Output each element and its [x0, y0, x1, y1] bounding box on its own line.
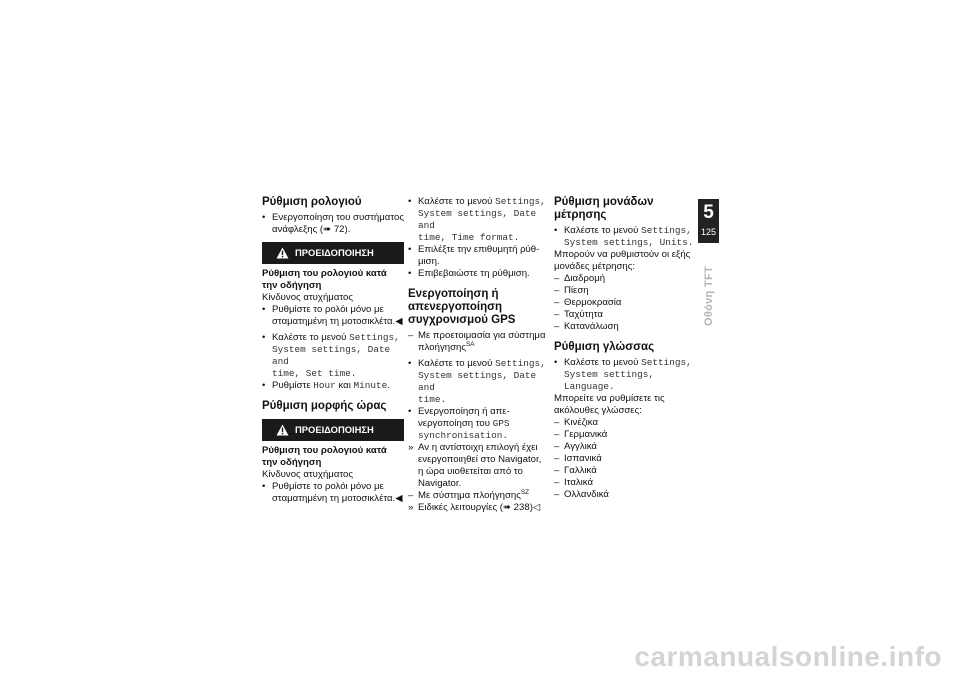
menu-path: System settings, Date and [418, 208, 537, 231]
page-number: 125 [700, 227, 717, 237]
bullet-icon: • [262, 332, 266, 343]
end-mark-icon: ◀ [395, 316, 403, 327]
list-item: – Κατανάλωση [554, 321, 619, 332]
bullet-icon: • [408, 196, 412, 207]
list-item: – Διαδρομή [554, 273, 606, 284]
step-select-setting: • Επιλέξτε την επιθυμητή ρύθ- μιση. [408, 244, 540, 267]
heading-language: Ρύθμιση γλώσσας [554, 341, 655, 353]
language-list [554, 417, 696, 501]
list-item: – Θερμοκρασία [554, 297, 622, 308]
warning-risk: Κίνδυνος ατυχήματος [262, 292, 353, 303]
list-item: – Αγγλικά [554, 441, 597, 452]
step-call-menu-date-time: • Καλέστε το μενού Settings, System settings, Date and time. [408, 358, 546, 405]
page-ref-link[interactable]: 238 [513, 502, 530, 513]
step-call-menu-time-format: • Καλέστε το μενού Settings, System settings, Date and time, Time format. [408, 196, 546, 243]
chapter-title: Οθόνη TFT [702, 266, 715, 326]
bullet-icon: • [554, 357, 558, 368]
warning-instruction: • Ρυθμίστε το ρολόι μόνο με σταματημένη τη μοτοσικλέτα.◀ [262, 304, 403, 327]
menu-option-minute: Minute [353, 380, 388, 391]
list-item: – Γαλλικά [554, 465, 597, 476]
list-item: – Γερμανικά [554, 429, 608, 440]
bullet-icon: • [408, 406, 412, 417]
language-intro: Μπορείτε να ρυθμίσετε τις ακόλουθες γλώσσες: [554, 393, 665, 416]
chapter-number: 5 [703, 202, 714, 223]
warning-title: Ρύθμιση του ρολογιού κατά την οδήγηση [262, 268, 387, 291]
step-call-menu-units: • Καλέστε το μενού Settings, System settings, Units. [554, 225, 694, 248]
step-set-hour-minute: • Ρυθμίστε Hour και Minute. [262, 380, 390, 391]
result-marker-icon: » [408, 502, 414, 513]
list-item: – Ολλανδικά [554, 489, 609, 500]
menu-option-gps: GPS [492, 418, 510, 429]
heading-gps-sync: Ενεργοποίηση ή απενεργοποίηση συγχρονισμού GPS [408, 288, 516, 326]
menu-path: System settings, Date and [272, 344, 391, 367]
bullet-icon: • [554, 225, 558, 236]
bullet-icon: • [408, 358, 412, 369]
units-intro: Μπορούν να ρυθμιστούν οι εξής μονάδες μέτρησης: [554, 249, 691, 272]
option-code-sz: SZ [520, 489, 530, 496]
menu-path: System settings, Date and [418, 370, 537, 393]
menu-option-hour: Hour [313, 380, 336, 391]
menu-path: Settings, [641, 225, 692, 236]
bullet-icon: • [408, 244, 412, 255]
menu-path: Settings, [495, 358, 546, 369]
warning-banner: ΠΡΟΕΙΔΟΠΟΙΗΣΗ [262, 419, 404, 441]
menu-path: Language. [564, 381, 615, 392]
bullet-icon: • [408, 268, 412, 279]
menu-path: System settings, [564, 369, 655, 380]
heading-time-format: Ρύθμιση μορφής ώρας [262, 400, 387, 412]
heading-clock-setting: Ρύθμιση ρολογιού [262, 196, 362, 208]
menu-path: time. [418, 394, 447, 405]
warning-instruction: • Ρυθμίστε το ρολόι μόνο με σταματημένη τη μοτοσικλέτα.◀ [262, 481, 403, 504]
page-ref-arrow-icon: ➠ [502, 502, 511, 513]
condition-nav-system: – Με σύστημα πλοήγησης$^{SZ}$ [408, 489, 530, 501]
menu-path: Settings, [495, 196, 546, 207]
warning-triangle-icon [276, 424, 289, 436]
menu-path: Settings, [349, 332, 400, 343]
menu-path: time, Time format. [418, 232, 520, 243]
bullet-icon: • [262, 481, 266, 492]
warning-banner: ΠΡΟΕΙΔΟΠΟΙΗΣΗ [262, 242, 404, 264]
units-list [554, 273, 696, 333]
step-call-menu-language: • Καλέστε το μενού Settings, System settings, Language. [554, 357, 692, 392]
list-item: – Ισπανικά [554, 453, 602, 464]
menu-path: Settings, [641, 357, 692, 368]
step-toggle-gps-sync: • Ενεργοποίηση ή απε- νεργοποίηση του GPS synchronisation. [408, 406, 510, 441]
bullet-ignition: • Ενεργοποίηση του συστήματος ανάφλεξης (➠ 72). [262, 212, 404, 235]
list-item: – Ταχύτητα [554, 309, 603, 320]
bullet-icon: • [262, 304, 266, 315]
option-code-sa: SA [465, 341, 475, 348]
menu-path: time, Set time. [272, 368, 357, 379]
bullet-icon: • [262, 212, 266, 223]
column-3 [554, 196, 696, 501]
step-confirm: • Επιβεβαιώστε τη ρύθμιση. [408, 268, 530, 279]
menu-option-gps-sync: synchronisation. [418, 430, 509, 441]
list-item: – Πίεση [554, 285, 589, 296]
condition-nav-prep: – Με προετοιμασία για σύστημα πλοήγησης$^{SA}$ [408, 330, 546, 353]
result-marker-icon: » [408, 442, 414, 453]
page-ref-link[interactable]: 72 [333, 224, 345, 235]
warning-title: Ρύθμιση του ρολογιού κατά την οδήγηση [262, 445, 387, 468]
list-item: – Ιταλικά [554, 477, 594, 488]
result-navigator-time: » Αν η αντίστοιχη επιλογή έχει ενεργοποιηθεί στο Navigator, η ώρα υιοθετείται από το Navigator. [408, 442, 542, 489]
list-item: – Κινέζικα [554, 417, 599, 428]
bullet-icon: • [262, 380, 266, 391]
warning-risk: Κίνδυνος ατυχήματος [262, 469, 353, 480]
end-mark-icon: ◀ [395, 493, 403, 504]
warning-triangle-icon [276, 247, 289, 259]
result-special-functions: » Ειδικές λειτουργίες (➠ 238)◁ [408, 502, 541, 513]
column-2 [408, 196, 548, 514]
page-ref-arrow-icon: ➠ [323, 224, 332, 235]
menu-path: System settings, Units. [564, 237, 694, 248]
end-triangle-icon: ◁ [532, 502, 541, 513]
watermark: carmanualsonline.info [634, 641, 942, 672]
step-call-menu-set-time: • Καλέστε το μενού Settings, System settings, Date and time, Set time. [262, 332, 400, 379]
column-1 [262, 196, 404, 505]
heading-units: Ρύθμιση μονάδων μέτρησης [554, 196, 654, 221]
chapter-tab [698, 199, 719, 243]
